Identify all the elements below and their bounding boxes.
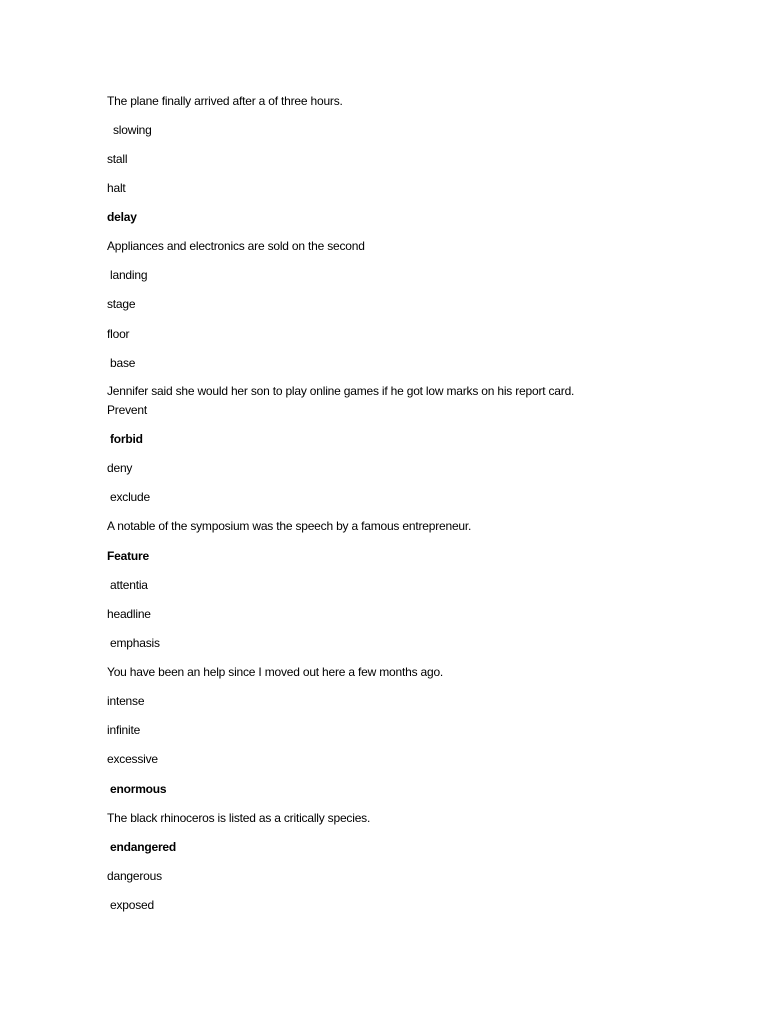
question-2-option-3: floor	[107, 327, 130, 341]
question-2-option-4: base	[110, 356, 136, 370]
question-5-text: You have been an help since I moved out here a few months ago.	[107, 665, 444, 679]
question-2-option-2: stage	[107, 297, 136, 311]
question-6-option-1: endangered	[110, 840, 177, 854]
question-6-text: The black rhinoceros is listed as a critically species.	[107, 811, 371, 825]
question-2-option-1: landing	[110, 268, 148, 282]
question-4-option-3: headline	[107, 607, 151, 621]
question-3-option-2: forbid	[110, 432, 143, 446]
question-1-option-2: stall	[107, 152, 128, 166]
question-1-option-3: halt	[107, 181, 126, 195]
question-4-text: A notable of the symposium was the speech by a famous entrepreneur.	[107, 519, 472, 533]
question-3-option-4: exclude	[110, 490, 150, 504]
question-4-option-1: Feature	[107, 549, 149, 563]
question-3-text: Jennifer said she would her son to play online games if he got low marks on his report card.	[107, 384, 575, 398]
question-5-option-2: infinite	[107, 723, 141, 737]
question-2-text: Appliances and electronics are sold on the second	[107, 239, 365, 253]
question-1-option-4: delay	[107, 210, 137, 224]
question-4-option-4: emphasis	[110, 636, 160, 650]
question-6-option-3: exposed	[110, 898, 154, 912]
question-5-option-4: enormous	[110, 782, 167, 796]
question-1-text: The plane finally arrived after a of three hours.	[107, 94, 343, 108]
question-5-option-1: intense	[107, 694, 145, 708]
question-4-option-2: attentia	[110, 578, 148, 592]
question-3-option-3: deny	[107, 461, 133, 475]
question-3-option-1: Prevent	[107, 403, 147, 417]
question-6-option-2: dangerous	[107, 869, 162, 883]
question-1-option-1: slowing	[113, 123, 152, 137]
question-5-option-3: excessive	[107, 752, 158, 766]
